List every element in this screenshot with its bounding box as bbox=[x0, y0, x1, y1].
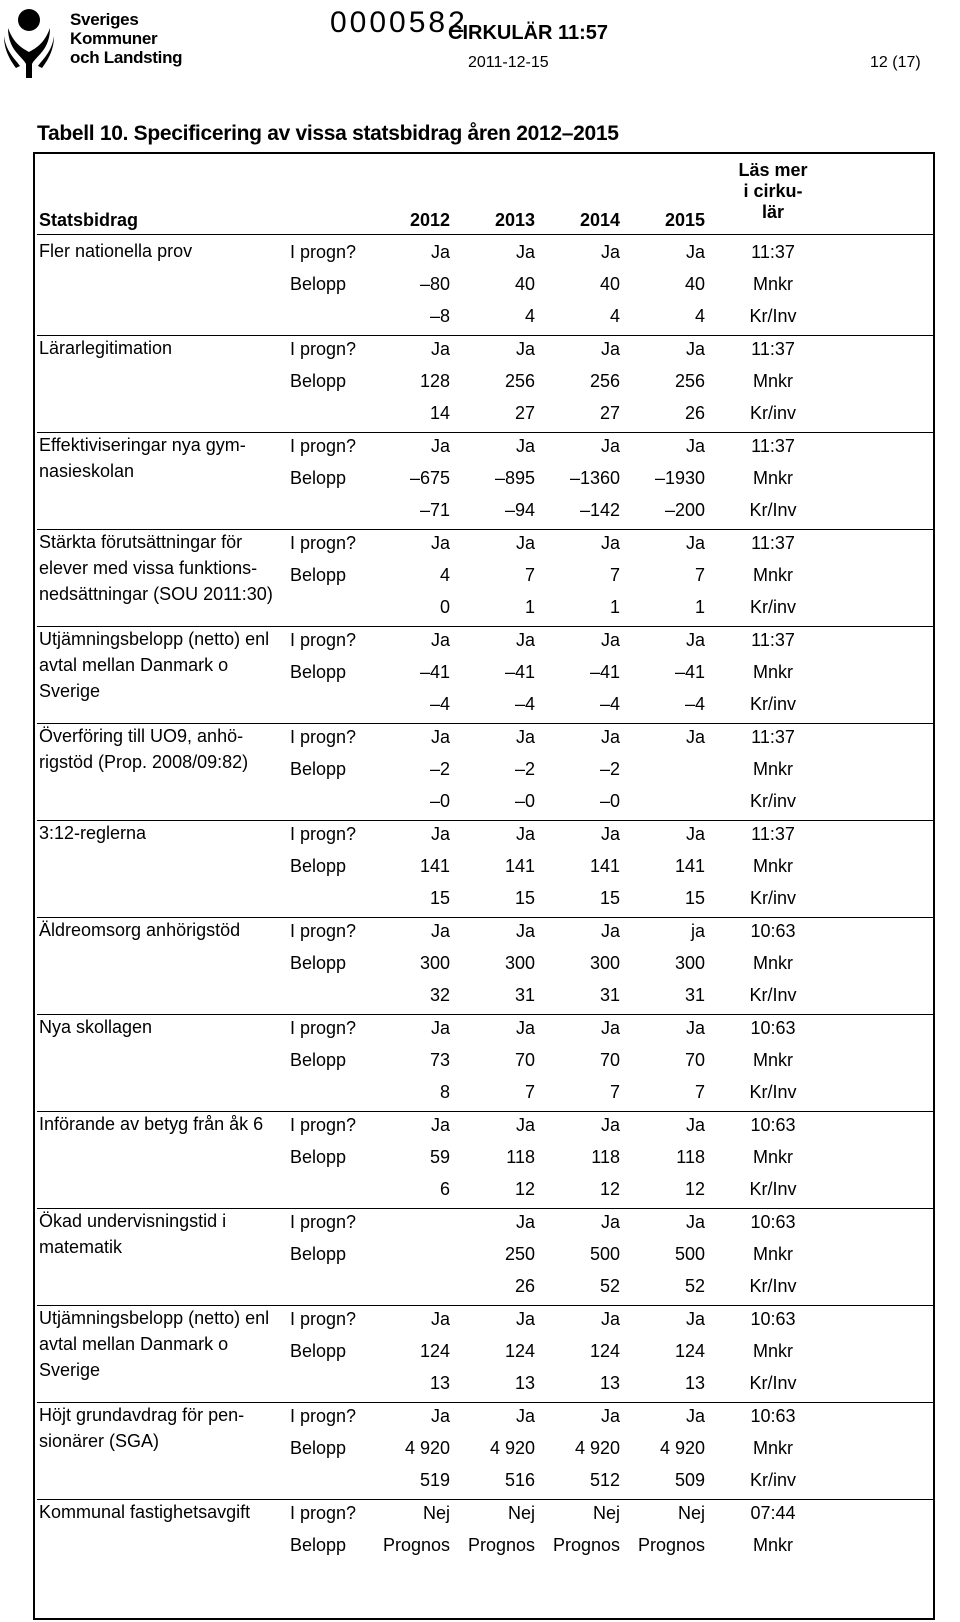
value-2015: 1 bbox=[694, 597, 705, 617]
row-label: I progn? bbox=[290, 727, 357, 747]
read-more-ref: 11:37 bbox=[751, 339, 795, 359]
value-2015: Ja bbox=[685, 1018, 705, 1038]
value-2015: 124 bbox=[674, 1341, 705, 1361]
row-label: I progn? bbox=[290, 921, 357, 941]
read-more-ref: 11:37 bbox=[751, 824, 795, 844]
statsbidrag-table bbox=[33, 152, 935, 1620]
value-2012: –2 bbox=[429, 759, 450, 779]
value-2014: 15 bbox=[599, 888, 620, 908]
value-2012: –675 bbox=[409, 468, 450, 488]
value-2015: 26 bbox=[684, 403, 705, 423]
read-more-ref: Mnkr bbox=[753, 565, 793, 585]
value-2013: Ja bbox=[515, 727, 535, 747]
value-2013: –41 bbox=[504, 662, 535, 682]
read-more-ref: Kr/Inv bbox=[749, 306, 797, 326]
value-2013: –895 bbox=[494, 468, 535, 488]
value-2012: 0 bbox=[439, 597, 450, 617]
value-2013: Prognos bbox=[467, 1535, 535, 1555]
read-more-ref: Kr/Inv bbox=[749, 1179, 797, 1199]
value-2013: Ja bbox=[515, 824, 535, 844]
col-header-read-more bbox=[725, 160, 821, 223]
value-2013: 7 bbox=[524, 1082, 535, 1102]
value-2013: 27 bbox=[514, 403, 535, 423]
value-2015: 500 bbox=[674, 1244, 705, 1264]
col-header-2013: 2013 bbox=[494, 210, 535, 230]
value-2014: 7 bbox=[609, 1082, 620, 1102]
row-label: Belopp bbox=[290, 1341, 347, 1361]
value-2013: Ja bbox=[515, 1309, 535, 1329]
value-2013: Ja bbox=[515, 630, 535, 650]
col-header-2012: 2012 bbox=[409, 210, 450, 230]
value-2015: –1930 bbox=[654, 468, 705, 488]
bidrag-name: Utjämningsbelopp (netto) enl avtal mellan Danmark o Sverige bbox=[39, 1308, 270, 1380]
row-label: Belopp bbox=[290, 856, 347, 876]
value-2012: Ja bbox=[430, 533, 450, 553]
value-2015: ja bbox=[690, 921, 705, 941]
read-more-ref: Kr/Inv bbox=[749, 500, 797, 520]
value-2013: 124 bbox=[504, 1341, 535, 1361]
value-2015: Ja bbox=[685, 1406, 705, 1426]
value-2012: 6 bbox=[439, 1179, 450, 1199]
value-2015: 15 bbox=[684, 888, 705, 908]
row-label: Belopp bbox=[290, 759, 347, 779]
value-2015: Ja bbox=[685, 1115, 705, 1135]
read-more-ref: Kr/Inv bbox=[749, 1082, 797, 1102]
value-2015: Ja bbox=[685, 339, 705, 359]
value-2013: Ja bbox=[515, 242, 535, 262]
read-more-ref: Mnkr bbox=[753, 1438, 793, 1458]
value-2015: 256 bbox=[674, 371, 705, 391]
value-2012: 32 bbox=[429, 985, 450, 1005]
value-2013: Ja bbox=[515, 1212, 535, 1232]
read-more-line-2: i cirku- bbox=[743, 181, 803, 201]
value-2012: 124 bbox=[419, 1341, 450, 1361]
value-2014: Ja bbox=[600, 630, 620, 650]
value-2014: 12 bbox=[599, 1179, 620, 1199]
value-2012: 4 bbox=[439, 565, 450, 585]
read-more-ref: 10:63 bbox=[750, 1018, 796, 1038]
value-2013: 15 bbox=[514, 888, 535, 908]
value-2015: 52 bbox=[684, 1276, 705, 1296]
row-label: I progn? bbox=[290, 1115, 357, 1135]
value-2015: 141 bbox=[674, 856, 705, 876]
value-2014: –4 bbox=[599, 694, 620, 714]
value-2014: Ja bbox=[600, 727, 620, 747]
page-number: 12 (17) bbox=[870, 54, 921, 71]
value-2014: 4 bbox=[609, 306, 620, 326]
value-2014: 27 bbox=[599, 403, 620, 423]
value-2015: 4 920 bbox=[659, 1438, 705, 1458]
document-number: 0000582 bbox=[330, 6, 468, 39]
col-header-2015: 2015 bbox=[664, 210, 705, 230]
value-2014: Ja bbox=[600, 242, 620, 262]
value-2014: Ja bbox=[600, 1309, 620, 1329]
document-date: 2011-12-15 bbox=[468, 54, 549, 71]
read-more-ref: 10:63 bbox=[750, 1212, 796, 1232]
row-label: Belopp bbox=[290, 1050, 347, 1070]
value-2015: 509 bbox=[674, 1470, 705, 1490]
value-2013: Ja bbox=[515, 339, 535, 359]
value-2013: 13 bbox=[514, 1373, 535, 1393]
value-2012: 73 bbox=[429, 1050, 450, 1070]
read-more-ref: Mnkr bbox=[753, 1535, 793, 1555]
org-line-1: Sveriges bbox=[70, 10, 139, 29]
col-header-2014: 2014 bbox=[579, 210, 620, 230]
value-2012: –80 bbox=[419, 274, 450, 294]
col-header-name: Statsbidrag bbox=[39, 210, 139, 230]
value-2012: –8 bbox=[429, 306, 450, 326]
bidrag-name: Utjämningsbelopp (netto) enl avtal mellan Danmark o Sverige bbox=[39, 629, 270, 701]
value-2012: Ja bbox=[430, 1018, 450, 1038]
row-label: Belopp bbox=[290, 1535, 347, 1555]
value-2014: 31 bbox=[599, 985, 620, 1005]
value-2015: 7 bbox=[694, 565, 705, 585]
read-more-ref: Mnkr bbox=[753, 662, 793, 682]
value-2014: 300 bbox=[589, 953, 620, 973]
row-label: I progn? bbox=[290, 630, 357, 650]
read-more-ref: Kr/Inv bbox=[749, 1373, 797, 1393]
value-2014: 500 bbox=[589, 1244, 620, 1264]
value-2013: Ja bbox=[515, 1406, 535, 1426]
row-label: Belopp bbox=[290, 662, 347, 682]
value-2013: 12 bbox=[514, 1179, 535, 1199]
read-more-ref: 11:37 bbox=[751, 242, 795, 262]
value-2014: 141 bbox=[589, 856, 620, 876]
value-2014: –2 bbox=[599, 759, 620, 779]
value-2013: 516 bbox=[504, 1470, 535, 1490]
value-2015: –4 bbox=[684, 694, 705, 714]
row-label: I progn? bbox=[290, 242, 357, 262]
read-more-ref: Kr/Inv bbox=[749, 1276, 797, 1296]
value-2013: Ja bbox=[515, 1018, 535, 1038]
value-2015: 12 bbox=[684, 1179, 705, 1199]
value-2014: Ja bbox=[600, 824, 620, 844]
value-2014: Ja bbox=[600, 1018, 620, 1038]
read-more-ref: Mnkr bbox=[753, 1341, 793, 1361]
read-more-line-1: Läs mer bbox=[738, 160, 808, 180]
row-label: Belopp bbox=[290, 953, 347, 973]
bidrag-name: Kommunal fastighetsavgift bbox=[39, 1502, 251, 1522]
value-2013: –2 bbox=[514, 759, 535, 779]
value-2015: Ja bbox=[685, 533, 705, 553]
value-2014: Ja bbox=[600, 436, 620, 456]
value-2015: Nej bbox=[677, 1503, 705, 1523]
value-2013: 31 bbox=[514, 985, 535, 1005]
read-more-ref: 11:37 bbox=[751, 533, 795, 553]
value-2013: 40 bbox=[514, 274, 535, 294]
value-2015: Ja bbox=[685, 727, 705, 747]
value-2012: Ja bbox=[430, 242, 450, 262]
value-2014: 512 bbox=[589, 1470, 620, 1490]
read-more-ref: 10:63 bbox=[750, 1406, 796, 1426]
bidrag-name: Ökad undervisningstid i matematik bbox=[39, 1211, 227, 1257]
value-2014: Ja bbox=[600, 339, 620, 359]
value-2014: 4 920 bbox=[574, 1438, 620, 1458]
value-2015: –200 bbox=[664, 500, 705, 520]
value-2012: –41 bbox=[419, 662, 450, 682]
circular-number: CIRKULÄR 11:57 bbox=[448, 22, 609, 44]
value-2015: Ja bbox=[685, 630, 705, 650]
value-2015: 70 bbox=[684, 1050, 705, 1070]
read-more-ref: Kr/inv bbox=[749, 888, 796, 908]
value-2012: Ja bbox=[430, 339, 450, 359]
value-2013: 300 bbox=[504, 953, 535, 973]
value-2013: Nej bbox=[507, 1503, 535, 1523]
value-2015: 300 bbox=[674, 953, 705, 973]
value-2015: 13 bbox=[684, 1373, 705, 1393]
value-2012: Prognos bbox=[382, 1535, 450, 1555]
row-label: Belopp bbox=[290, 565, 347, 585]
value-2014: 13 bbox=[599, 1373, 620, 1393]
row-label: I progn? bbox=[290, 1503, 357, 1523]
read-more-ref: Mnkr bbox=[753, 1244, 793, 1264]
value-2013: 7 bbox=[524, 565, 535, 585]
value-2012: Ja bbox=[430, 436, 450, 456]
org-line-3: och Landsting bbox=[70, 48, 183, 67]
value-2014: Ja bbox=[600, 921, 620, 941]
row-label: I progn? bbox=[290, 436, 357, 456]
row-label: I progn? bbox=[290, 824, 357, 844]
read-more-ref: Mnkr bbox=[753, 1050, 793, 1070]
value-2015: –41 bbox=[674, 662, 705, 682]
value-2014: 1 bbox=[609, 597, 620, 617]
value-2014: Ja bbox=[600, 1115, 620, 1135]
value-2013: Ja bbox=[515, 1115, 535, 1135]
read-more-ref: Mnkr bbox=[753, 759, 793, 779]
value-2013: –4 bbox=[514, 694, 535, 714]
value-2014: 52 bbox=[599, 1276, 620, 1296]
value-2015: Prognos bbox=[637, 1535, 705, 1555]
row-label: I progn? bbox=[290, 1309, 357, 1329]
value-2013: 4 920 bbox=[489, 1438, 535, 1458]
value-2014: 118 bbox=[591, 1147, 620, 1167]
value-2013: 250 bbox=[504, 1244, 535, 1264]
value-2012: Ja bbox=[430, 630, 450, 650]
value-2013: –0 bbox=[514, 791, 535, 811]
value-2012: 4 920 bbox=[404, 1438, 450, 1458]
read-more-ref: Kr/inv bbox=[749, 791, 796, 811]
bidrag-name: Nya skollagen bbox=[39, 1017, 153, 1037]
value-2012: –71 bbox=[419, 500, 450, 520]
row-label: I progn? bbox=[290, 339, 357, 359]
row-label: Belopp bbox=[290, 468, 347, 488]
value-2014: Nej bbox=[592, 1503, 620, 1523]
value-2014: 70 bbox=[599, 1050, 620, 1070]
value-2014: 7 bbox=[609, 565, 620, 585]
value-2012: 8 bbox=[439, 1082, 450, 1102]
value-2014: Prognos bbox=[552, 1535, 620, 1555]
row-label: Belopp bbox=[290, 1244, 347, 1264]
row-label: I progn? bbox=[290, 1018, 357, 1038]
read-more-line-3: lär bbox=[761, 202, 785, 222]
value-2015: Ja bbox=[685, 242, 705, 262]
value-2012: 300 bbox=[419, 953, 450, 973]
row-label: Belopp bbox=[290, 1147, 347, 1167]
read-more-ref: Mnkr bbox=[753, 274, 793, 294]
value-2013: 141 bbox=[504, 856, 535, 876]
value-2012: 15 bbox=[429, 888, 450, 908]
read-more-ref: Mnkr bbox=[753, 856, 793, 876]
read-more-ref: 11:37 bbox=[751, 727, 795, 747]
org-name bbox=[70, 10, 182, 67]
skl-logo bbox=[4, 6, 54, 78]
value-2012: –4 bbox=[429, 694, 450, 714]
read-more-ref: 10:63 bbox=[750, 1115, 796, 1135]
read-more-ref: Mnkr bbox=[753, 371, 793, 391]
row-label: I progn? bbox=[290, 533, 357, 553]
value-2014: 256 bbox=[589, 371, 620, 391]
read-more-ref: 10:63 bbox=[750, 921, 796, 941]
read-more-ref: Mnkr bbox=[753, 953, 793, 973]
org-line-2: Kommuner bbox=[70, 29, 158, 48]
value-2013: 118 bbox=[506, 1147, 535, 1167]
value-2012: Ja bbox=[430, 1309, 450, 1329]
value-2013: 70 bbox=[514, 1050, 535, 1070]
table-caption: Tabell 10. Specificering av vissa statsbidrag åren 2012–2015 bbox=[37, 122, 619, 145]
row-label: Belopp bbox=[290, 274, 347, 294]
read-more-ref: 11:37 bbox=[751, 436, 795, 456]
value-2012: 14 bbox=[429, 403, 450, 423]
read-more-ref: 10:63 bbox=[750, 1309, 796, 1329]
value-2012: 128 bbox=[419, 371, 450, 391]
read-more-ref: Kr/inv bbox=[749, 694, 796, 714]
value-2012: Ja bbox=[430, 1406, 450, 1426]
bidrag-name: Höjt grundavdrag för pen-sionärer (SGA) bbox=[39, 1405, 245, 1451]
row-label: I progn? bbox=[290, 1212, 357, 1232]
read-more-ref: Mnkr bbox=[753, 468, 793, 488]
read-more-ref: Kr/inv bbox=[749, 597, 796, 617]
bidrag-name: 3:12-reglerna bbox=[39, 823, 147, 843]
value-2013: –94 bbox=[504, 500, 535, 520]
read-more-ref: Kr/inv bbox=[749, 403, 796, 423]
value-2012: –0 bbox=[429, 791, 450, 811]
value-2012: Ja bbox=[430, 921, 450, 941]
value-2012: Ja bbox=[430, 727, 450, 747]
value-2014: –142 bbox=[579, 500, 620, 520]
value-2013: Ja bbox=[515, 436, 535, 456]
value-2013: 1 bbox=[524, 597, 535, 617]
read-more-ref: Kr/Inv bbox=[749, 985, 797, 1005]
value-2014: Ja bbox=[600, 533, 620, 553]
value-2012: Ja bbox=[430, 1115, 450, 1135]
value-2015: Ja bbox=[685, 824, 705, 844]
value-2014: Ja bbox=[600, 1406, 620, 1426]
value-2013: 26 bbox=[514, 1276, 535, 1296]
value-2015: 31 bbox=[684, 985, 705, 1005]
read-more-ref: 11:37 bbox=[751, 630, 795, 650]
value-2014: 124 bbox=[589, 1341, 620, 1361]
value-2013: 4 bbox=[524, 306, 535, 326]
value-2014: –41 bbox=[589, 662, 620, 682]
bidrag-name: Lärarlegitimation bbox=[39, 338, 173, 358]
value-2015: 7 bbox=[694, 1082, 705, 1102]
value-2014: –0 bbox=[599, 791, 620, 811]
row-label: Belopp bbox=[290, 1438, 347, 1458]
value-2012: Ja bbox=[430, 824, 450, 844]
value-2015: Ja bbox=[685, 436, 705, 456]
value-2015: 4 bbox=[694, 306, 705, 326]
value-2013: 256 bbox=[504, 371, 535, 391]
value-2015: 118 bbox=[676, 1147, 705, 1167]
read-more-ref: Mnkr bbox=[753, 1147, 793, 1167]
value-2015: Ja bbox=[685, 1212, 705, 1232]
value-2012: 59 bbox=[429, 1147, 450, 1167]
value-2012: 141 bbox=[419, 856, 450, 876]
value-2013: Ja bbox=[515, 533, 535, 553]
value-2015: Ja bbox=[685, 1309, 705, 1329]
value-2014: 40 bbox=[599, 274, 620, 294]
value-2014: Ja bbox=[600, 1212, 620, 1232]
read-more-ref: 07:44 bbox=[750, 1503, 796, 1523]
bidrag-name: Effektiviseringar nya gym-nasieskolan bbox=[39, 435, 246, 481]
bidrag-name: Införande av betyg från åk 6 bbox=[39, 1114, 264, 1134]
value-2015: 40 bbox=[684, 274, 705, 294]
row-label: Belopp bbox=[290, 371, 347, 391]
bidrag-name: Överföring till UO9, anhö-rigstöd (Prop. 2008/09:82) bbox=[39, 726, 249, 772]
bidrag-name: Äldreomsorg anhörigstöd bbox=[39, 920, 241, 940]
value-2013: Ja bbox=[515, 921, 535, 941]
bidrag-name: Fler nationella prov bbox=[39, 241, 193, 261]
value-2012: Nej bbox=[422, 1503, 450, 1523]
value-2012: 519 bbox=[419, 1470, 450, 1490]
bidrag-name: Stärkta förutsättningar för elever med vissa funktions-nedsättningar (SOU 2011:30) bbox=[39, 532, 273, 604]
value-2012: 13 bbox=[429, 1373, 450, 1393]
value-2014: –1360 bbox=[569, 468, 620, 488]
row-label: I progn? bbox=[290, 1406, 357, 1426]
header-divider bbox=[37, 234, 933, 235]
read-more-ref: Kr/inv bbox=[749, 1470, 796, 1490]
